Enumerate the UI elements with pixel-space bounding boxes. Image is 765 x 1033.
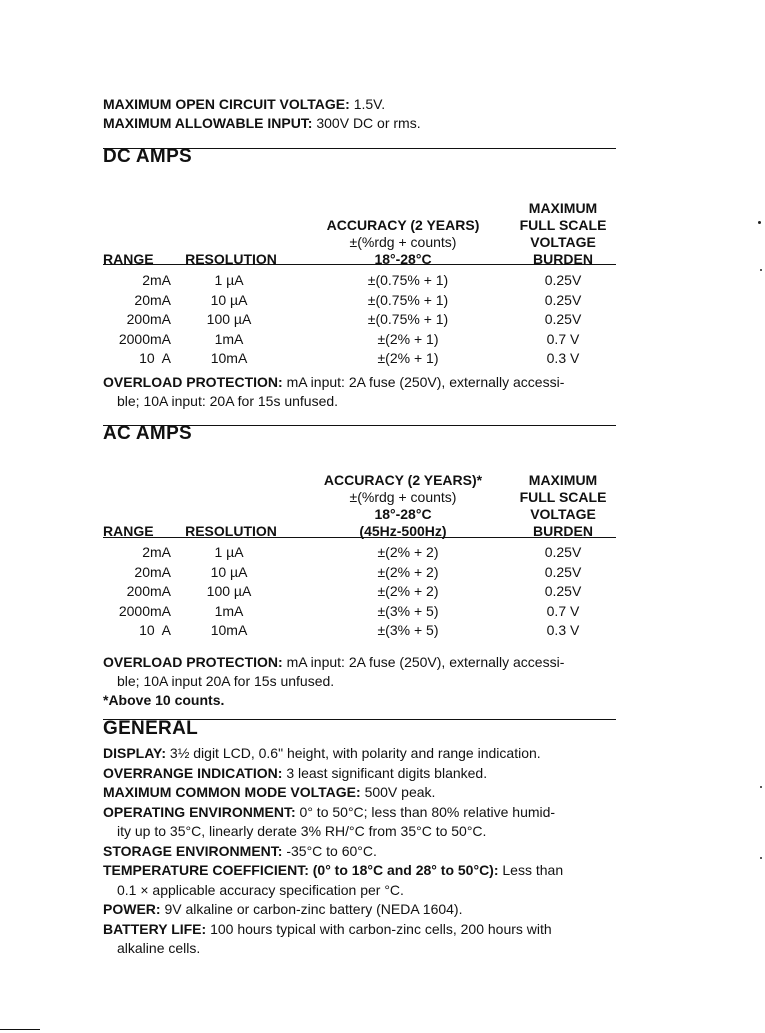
dc-range: 2000mA [118,330,171,347]
ac-amps-table [103,430,616,642]
max-open-circuit-voltage-value: 1.5V. [353,96,386,112]
dc-header-accuracy-line2: ±(%rdg + counts) [349,234,457,250]
battery-label: BATTERY LIFE: [103,920,207,937]
ac-range: 10 A [139,622,171,638]
table-row [103,311,616,331]
ac-accuracy: ±(3% + 5) [377,602,439,619]
dc-header-burden-line1: MAXIMUM [528,200,598,216]
dc-burden: 0.7 V [546,330,580,347]
dc-range: 20mA [134,291,171,308]
ac-header-burden-line4: BURDEN [533,523,593,539]
ac-header-accuracy-line1: ACCURACY (2 YEARS)* [323,472,483,488]
overrange-label: OVERRANGE INDICATION: [103,764,283,781]
dc-amps-rule [103,148,616,149]
dc-accuracy: ±(0.75% + 1) [367,291,449,308]
dc-header-resolution: RESOLUTION [185,251,277,267]
ac-accuracy: ±(2% + 2) [377,583,439,599]
ac-range: 2000mA [118,602,171,619]
ac-amps-title: AC AMPS [103,423,193,444]
ac-header-accuracy-line3: 18°-28°C [374,506,432,522]
storage-text: -35°C to 60°C. [286,842,377,859]
ac-burden: 0.7 V [546,602,580,619]
ac-overload-label: OVERLOAD PROTECTION: [103,654,283,670]
table-row [103,603,616,623]
dc-resolution: 1 µA [214,272,244,288]
ac-overload-text-2: ble; 10A input 20A for 15s unfused. [117,673,335,689]
dc-range: 200mA [126,311,171,327]
table-row [103,350,616,370]
dc-overload-label: OVERLOAD PROTECTION: [103,374,283,390]
ac-range: 200mA [126,583,171,599]
dc-table-header [103,158,616,268]
scan-speck [760,857,762,859]
dc-range: 10 A [139,350,171,366]
dc-accuracy: ±(2% + 1) [377,350,439,366]
dc-range: 2mA [142,272,171,288]
ac-header-accuracy-line4: (45Hz-500Hz) [359,523,447,539]
dc-overload-text-2: ble; 10A input: 20A for 15s unfused. [117,393,339,409]
dc-header-burden [507,200,619,268]
general-specs [103,744,623,959]
ac-resolution: 10 µA [210,563,248,580]
dc-header-rule [103,264,616,265]
table-row [103,292,616,312]
page-edge-mark [0,1029,40,1030]
ac-accuracy: ±(2% + 2) [377,544,439,560]
dc-header-accuracy [298,217,508,268]
cmv-text: 500V peak. [364,784,436,800]
ac-header-rule [103,537,616,538]
dc-accuracy: ±(2% + 1) [377,330,439,347]
dc-header-accuracy-line3: 18°-28°C [374,251,432,267]
dc-resolution: 1mA [214,330,244,347]
ac-header-burden-line3: VOLTAGE [530,506,596,522]
operating-text-2: ity up to 35°C, linearly derate 3% RH/°C from 35°C to 50°C. [117,823,487,839]
dc-burden: 0.25V [544,291,582,308]
ac-overload-text-1: mA input: 2A fuse (250V), externally accessi- [286,654,565,670]
ac-range: 20mA [134,563,171,580]
dc-table-body [103,272,616,370]
scan-speck [758,221,761,224]
operating-label: OPERATING ENVIRONMENT: [103,803,296,820]
tempco-text-1: Less than [502,862,564,878]
general-title: GENERAL [103,718,198,739]
dc-amps-title: DC AMPS [103,146,193,167]
spec-power [103,900,623,920]
dc-header-burden-line2: FULL SCALE [519,217,607,233]
max-open-circuit-voltage-label: MAXIMUM OPEN CIRCUIT VOLTAGE: [103,96,350,112]
table-row [103,583,616,603]
dc-header-burden-line4: BURDEN [533,251,593,267]
ac-footnote: *Above 10 counts. [103,692,225,708]
battery-text-1: 100 hours typical with carbon-zinc cells, 200 hours with [210,920,552,937]
max-allowable-input-label: MAXIMUM ALLOWABLE INPUT: [103,115,313,131]
general-rule [103,719,616,720]
ac-header-accuracy-line2: ±(%rdg + counts) [349,489,457,505]
ac-header-range: RANGE [103,523,154,539]
dc-burden: 0.25V [544,311,582,327]
table-row [103,331,616,351]
table-row [103,272,616,292]
ac-resolution: 1 µA [214,544,244,560]
dc-resolution: 10 µA [210,291,248,308]
dc-header-burden-line3: VOLTAGE [530,234,596,250]
battery-text-2: alkaline cells. [117,940,201,956]
max-allowable-input [103,115,421,132]
ac-header-burden-line2: FULL SCALE [519,489,607,505]
ac-accuracy: ±(3% + 5) [377,622,439,638]
ac-table-header [103,430,616,540]
max-open-circuit-voltage [103,96,385,113]
spec-common-mode-voltage [103,783,623,803]
ac-range: 2mA [142,544,171,560]
ac-accuracy: ±(2% + 2) [377,563,439,580]
dc-burden: 0.3 V [546,350,580,366]
dc-accuracy: ±(0.75% + 1) [367,272,449,288]
ac-overload-protection [103,654,623,709]
ac-burden: 0.25V [544,583,582,599]
ac-burden: 0.25V [544,563,582,580]
display-text: 3½ digit LCD, 0.6" height, with polarity and range indication. [169,745,541,761]
spec-overrange [103,764,623,784]
dc-header-accuracy-line1: ACCURACY (2 YEARS) [326,217,480,233]
dc-resolution: 100 µA [206,311,252,327]
ac-table-body [103,544,616,642]
ac-burden: 0.25V [544,544,582,560]
ac-header-resolution: RESOLUTION [185,523,277,539]
spec-storage-environment [103,842,623,862]
dc-accuracy: ±(0.75% + 1) [367,311,449,327]
dc-resolution: 10mA [210,350,248,366]
dc-burden: 0.25V [544,272,582,288]
cmv-label: MAXIMUM COMMON MODE VOLTAGE: [103,784,361,800]
storage-label: STORAGE ENVIRONMENT: [103,842,283,859]
display-label: DISPLAY: [103,745,167,761]
dc-overload-protection [103,374,623,410]
table-row [103,544,616,564]
dc-header-range: RANGE [103,251,154,267]
tempco-label: TEMPERATURE COEFFICIENT: (0° to 18°C and 28° to 50°C): [103,862,499,878]
dc-amps-table [103,158,616,370]
overrange-text: 3 least significant digits blanked. [286,764,488,781]
ac-resolution: 10mA [210,622,248,638]
spec-operating-environment [103,803,623,823]
ac-burden: 0.3 V [546,622,580,638]
max-allowable-input-value: 300V DC or rms. [316,115,421,131]
spec-battery-life [103,920,623,940]
scan-speck [760,786,762,788]
operating-text-1: 0° to 50°C; less than 80% relative humid- [299,803,556,820]
table-row [103,564,616,584]
ac-header-burden-line1: MAXIMUM [528,472,598,488]
ac-header-burden [507,472,619,540]
scan-speck [760,269,762,271]
dc-overload-text-1: mA input: 2A fuse (250V), externally accessi- [286,374,565,390]
ac-resolution: 1mA [214,602,244,619]
power-text: 9V alkaline or carbon-zinc battery (NEDA 1604). [164,901,463,917]
tempco-text-2: 0.1 × applicable accuracy specification per °C. [117,881,404,898]
spec-display [103,744,623,764]
ac-header-accuracy [298,472,508,540]
table-row [103,622,616,642]
ac-resolution: 100 µA [206,583,252,599]
power-label: POWER: [103,901,161,917]
ac-amps-rule [103,425,616,426]
spec-temperature-coefficient [103,861,623,881]
